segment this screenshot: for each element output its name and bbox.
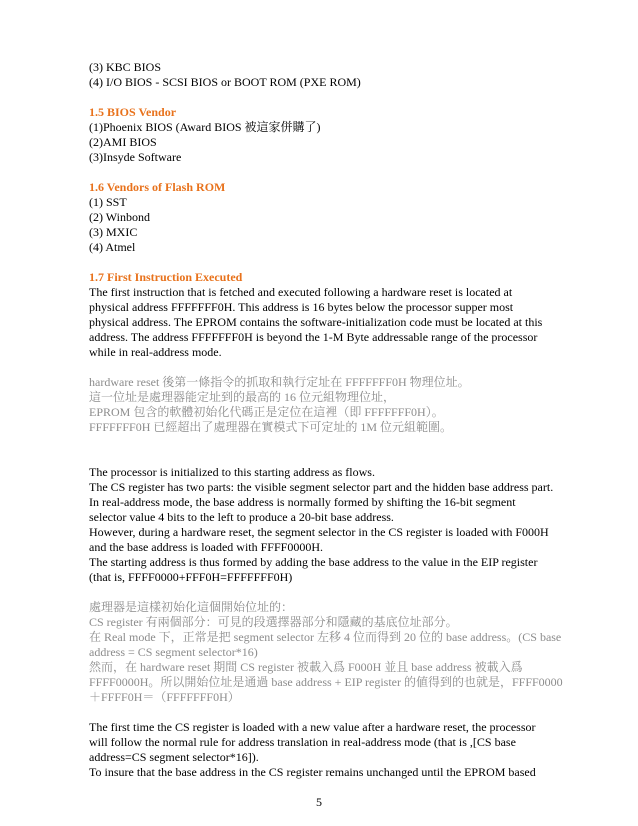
text-line: 處理器是這樣初始化這個開始位址的： xyxy=(89,600,294,614)
page-content xyxy=(89,60,589,780)
text-line: physical address. The EPROM contains the software-initialization code must be located at this xyxy=(89,315,543,329)
paragraph-english-1 xyxy=(89,285,589,360)
text-line: selector value 4 bits to the left to produce a 20-bit base address. xyxy=(89,510,394,524)
list-item: (1) SST xyxy=(89,195,127,209)
text-line: while in real-address mode. xyxy=(89,345,222,359)
intro-list-item: (3) KBC BIOS xyxy=(89,60,162,74)
paragraph-english-2 xyxy=(89,465,589,585)
text-line: CS register 有兩個部分：可見的段選擇器部分和隱藏的基底位址部分。 xyxy=(89,615,458,629)
paragraph-english-3 xyxy=(89,720,589,780)
list-item: (1)Phoenix BIOS (Award BIOS 被這家併購了) xyxy=(89,120,321,134)
section-flash-rom-vendors xyxy=(89,180,589,255)
text-line: The first time the CS register is loaded with a new value after a hardware reset, the processor xyxy=(89,720,536,734)
section-heading: 1.7 First Instruction Executed xyxy=(89,270,243,284)
section-heading: 1.6 Vendors of Flash ROM xyxy=(89,180,226,194)
text-line: 在 Real mode 下，正常是把 segment selector 左移 4 位而得到 20 位的 base address。(CS base xyxy=(89,630,562,644)
text-line: ＋FFFF0H＝（FFFFFFF0H） xyxy=(89,690,240,704)
list-item: (3)Insyde Software xyxy=(89,150,182,164)
text-line: EPROM 包含的軟體初始化代碼正是定位在這裡（即 FFFFFFF0H）。 xyxy=(89,405,444,419)
text-line: The starting address is thus formed by adding the base address to the value in the EIP register xyxy=(89,555,538,569)
text-line: address=CS segment selector*16]). xyxy=(89,750,259,764)
text-line: will follow the normal rule for address translation in real-address mode (that is ,[CS base xyxy=(89,735,516,749)
paragraph-chinese-2 xyxy=(89,600,589,705)
section-bios-vendor xyxy=(89,105,589,165)
intro-list xyxy=(89,60,589,90)
text-line: In real-address mode, the base address is normally formed by shifting the 16-bit segment xyxy=(89,495,516,509)
text-line: FFFF0000H。所以開始位址是通過 base address + EIP register 的値得到的也就是，FFFF0000 xyxy=(89,675,563,689)
text-line: The first instruction that is fetched and executed following a hardware reset is located at xyxy=(89,285,513,299)
section-first-instruction xyxy=(89,270,589,780)
text-line: address. The address FFFFFFF0H is beyond the 1-M Byte addressable range of the processor xyxy=(89,330,538,344)
section-heading: 1.5 BIOS Vendor xyxy=(89,105,177,119)
text-line: address = CS segment selector*16) xyxy=(89,645,258,659)
intro-list-item: (4) I/O BIOS - SCSI BIOS or BOOT ROM (PXE ROM) xyxy=(89,75,361,89)
list-item: (2)AMI BIOS xyxy=(89,135,157,149)
paragraph-chinese-1 xyxy=(89,375,589,435)
text-line: (that is, FFFF0000+FFF0H=FFFFFFF0H) xyxy=(89,570,293,584)
text-line: The CS register has two parts: the visible segment selector part and the hidden base address part. xyxy=(89,480,554,494)
text-line: FFFFFFF0H 已經超出了處理器在實模式下可定址的 1M 位元組範圍。 xyxy=(89,420,453,434)
list-item: (2) Winbond xyxy=(89,210,150,224)
list-item: (3) MXIC xyxy=(89,225,138,239)
text-line: However, during a hardware reset, the segment selector in the CS register is loaded with F000H xyxy=(89,525,549,539)
text-line: To insure that the base address in the CS register remains unchanged until the EPROM based xyxy=(89,765,536,779)
text-line: physical address FFFFFFF0H. This address is 16 bytes below the processor supper most xyxy=(89,300,514,314)
page-number: 5 xyxy=(316,795,322,809)
text-line: and the base address is loaded with FFFF0000H. xyxy=(89,540,323,554)
list-item: (4) Atmel xyxy=(89,240,136,254)
text-line: The processor is initialized to this starting address as flows. xyxy=(89,465,375,479)
text-line: 然而，在 hardware reset 期間 CS register 被載入爲 F000H 並且 base address 被載入爲 xyxy=(89,660,523,674)
text-line: hardware reset 後第一條指令的抓取和執行定址在 FFFFFFF0H 物理位址。 xyxy=(89,375,470,389)
text-line: 這一位址是處理器能定址到的最高的 16 位元組物理位址， xyxy=(89,390,396,404)
